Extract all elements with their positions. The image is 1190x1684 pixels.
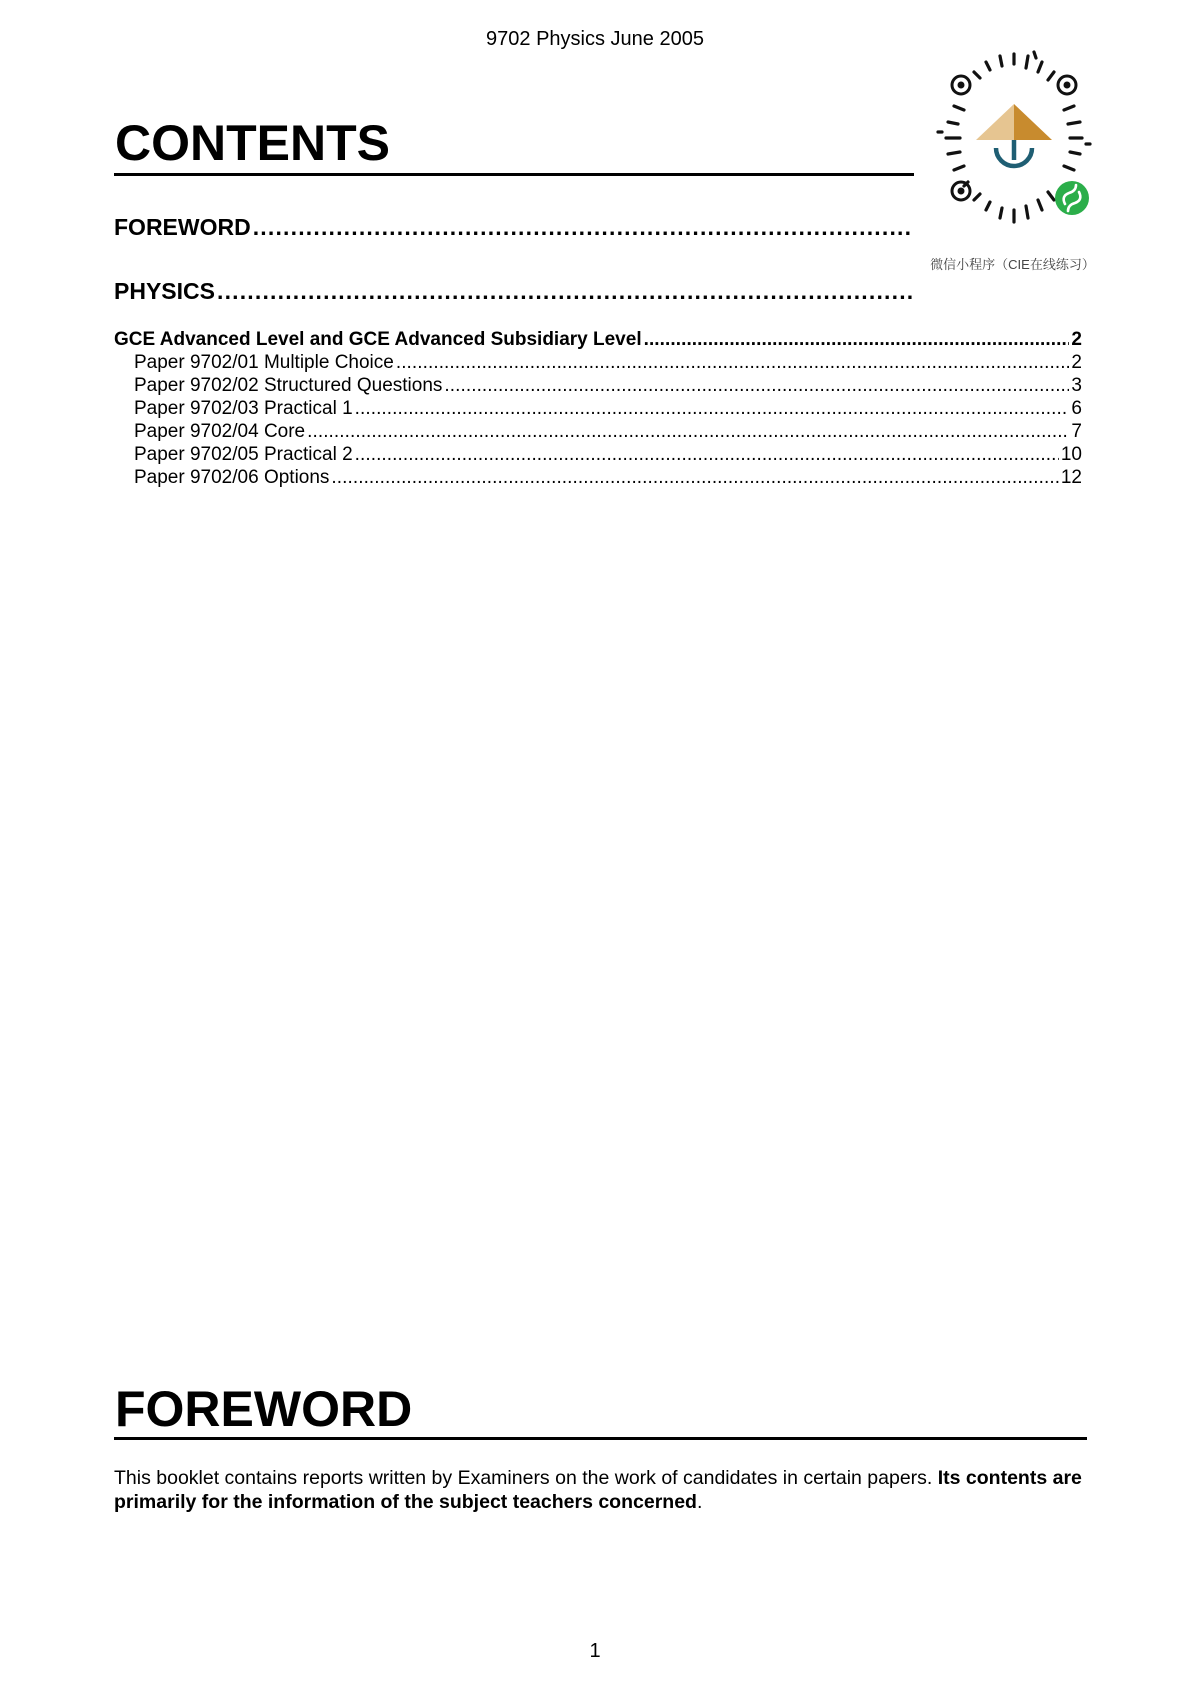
foreword-text: This booklet contains reports written by Examiners on the work of candidates in certain papers.	[114, 1467, 938, 1489]
contents-heading: CONTENTS	[115, 115, 390, 171]
toc-entry-paper-02[interactable]	[134, 375, 1082, 397]
toc-leader-dots	[331, 467, 1058, 489]
toc-section-foreword[interactable]	[114, 214, 914, 241]
toc-entry-paper-01[interactable]	[134, 352, 1082, 374]
qr-caption: 微信小程序（CIE在线练习）	[930, 257, 1095, 272]
toc-entry-paper-03[interactable]	[134, 398, 1082, 420]
toc-group-gce[interactable]	[114, 329, 1082, 351]
toc-page-number: 2	[1071, 352, 1082, 373]
toc-leader-dots	[396, 352, 1070, 374]
toc-entry-paper-06[interactable]	[134, 467, 1082, 489]
toc-leader-dots	[217, 278, 912, 305]
toc-section-physics[interactable]	[114, 278, 914, 305]
mini-program-qr-code-icon[interactable]	[924, 48, 1104, 233]
foreword-text-end: .	[696, 1491, 703, 1513]
toc-leader-dots	[644, 329, 1070, 351]
toc-section-label: PHYSICS	[114, 278, 215, 304]
toc-entry-label: Paper 9702/01 Multiple Choice	[134, 352, 394, 373]
toc-page-number: 6	[1071, 398, 1082, 419]
toc-page-number: 2	[1071, 329, 1082, 350]
contents-rule	[114, 173, 914, 176]
toc-section-label: FOREWORD	[114, 214, 251, 240]
toc-leader-dots	[444, 375, 1069, 397]
toc-page-number: 7	[1071, 421, 1082, 442]
toc-page-number: 10	[1060, 444, 1082, 465]
toc-entry-label: Paper 9702/04 Core	[134, 421, 306, 442]
foreword-paragraph	[114, 1466, 1084, 1514]
toc-entry-paper-05[interactable]	[134, 444, 1082, 466]
toc-group-label: GCE Advanced Level and GCE Advanced Subsidiary Level	[114, 329, 642, 350]
foreword-heading: FOREWORD	[115, 1381, 413, 1437]
toc-entry-paper-04[interactable]	[134, 421, 1082, 443]
toc-leader-dots	[355, 398, 1070, 420]
toc-leader-dots	[307, 421, 1069, 443]
toc-leader-dots	[355, 444, 1059, 466]
toc-page-number: 3	[1071, 375, 1082, 396]
foreword-text-bold: Its contents are primarily for the information of the subject teachers concerned	[114, 1467, 1082, 1513]
toc-leader-dots	[253, 214, 912, 241]
toc-entry-label: Paper 9702/02 Structured Questions	[134, 375, 443, 396]
page-number: 1	[589, 1640, 601, 1662]
foreword-rule	[114, 1437, 1087, 1440]
running-header: 9702 Physics June 2005	[486, 28, 704, 50]
toc-page-number: 12	[1060, 467, 1082, 488]
toc-entry-label: Paper 9702/06 Options	[134, 467, 330, 488]
toc-entry-label: Paper 9702/05 Practical 2	[134, 444, 353, 465]
toc-entry-label: Paper 9702/03 Practical 1	[134, 398, 353, 419]
